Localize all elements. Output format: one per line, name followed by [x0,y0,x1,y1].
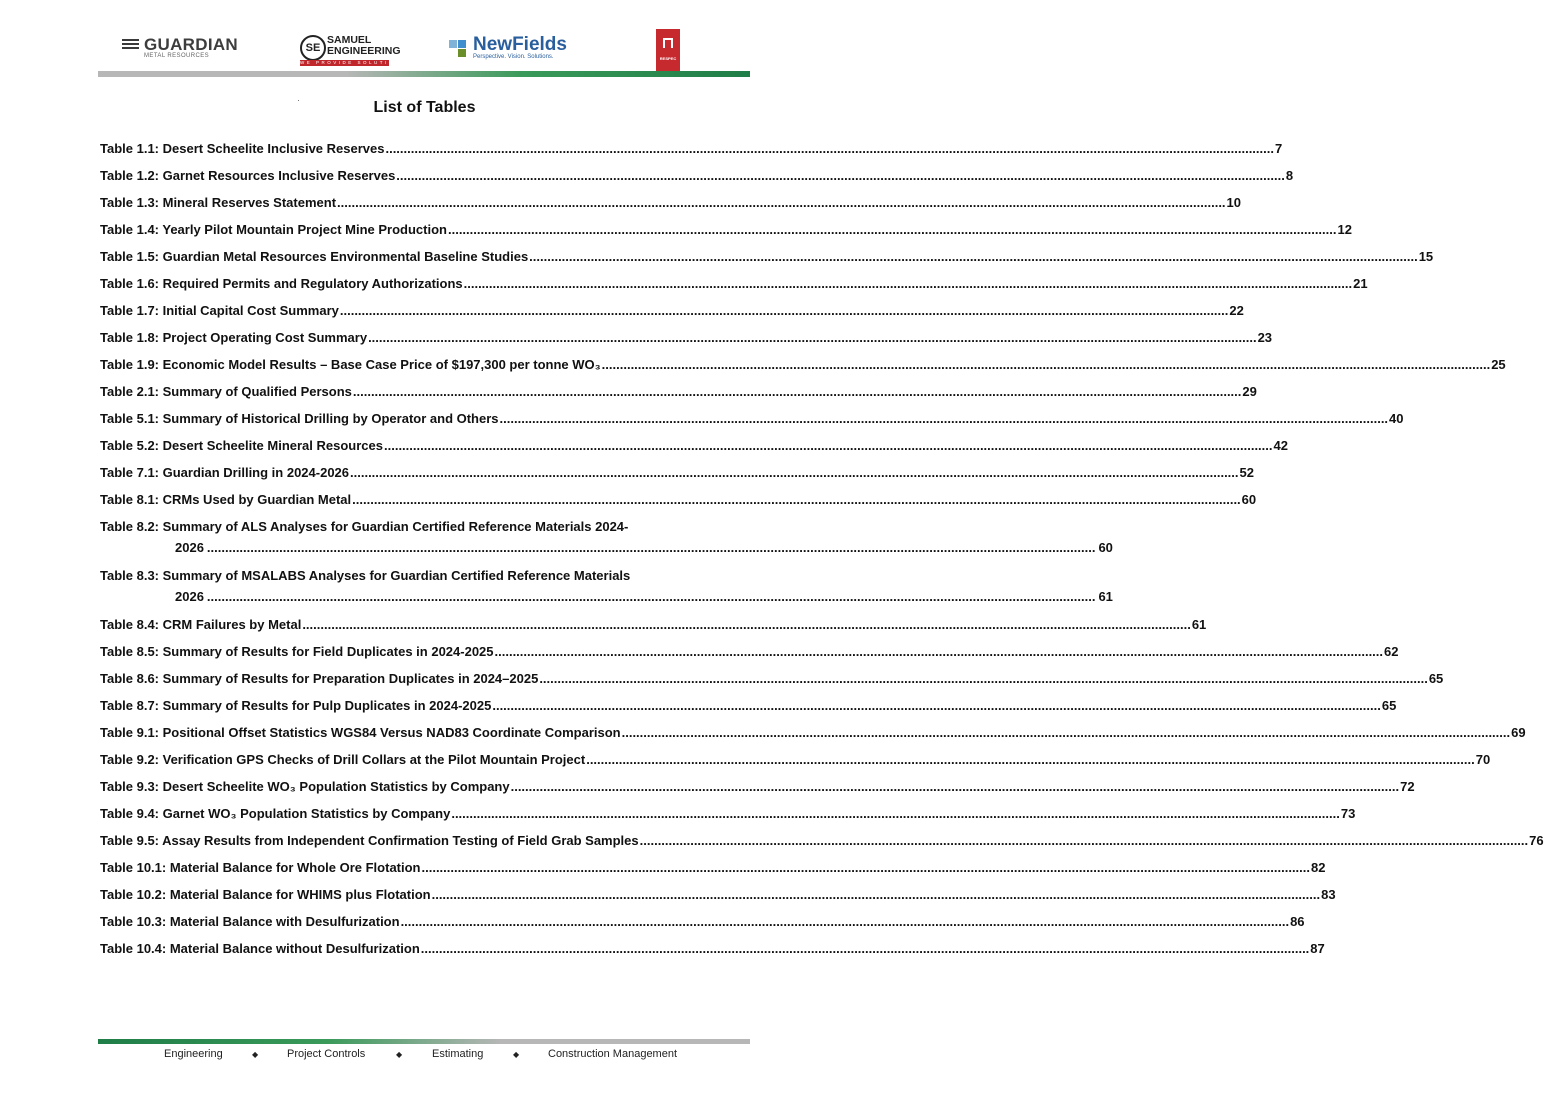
dot-leader [337,194,1226,211]
samuel-logo-strip: WE PROVIDE SOLUTIONS [300,60,407,65]
toc-entry-page: 22 [1229,303,1244,318]
toc-entry-page: 61 [1191,617,1207,632]
footer-item-construction-management: Construction Management [548,1048,678,1060]
toc-entry[interactable] [100,616,1207,643]
toc-entry[interactable] [100,437,1288,464]
diamond-icon: ◆ [513,1050,520,1059]
header-rule [98,71,750,77]
toc-entry-label: Table 1.5: Guardian Metal Resources Environmental Baseline Studies [100,249,529,264]
toc-entry-label: Table 1.7: Initial Capital Cost Summary [100,303,339,318]
dot-leader [384,437,1273,454]
footer-item-project-controls: Project Controls [287,1048,366,1060]
dot-leader [302,616,1191,633]
toc-entry[interactable] [100,464,1254,491]
toc-entry[interactable] [100,518,1113,567]
dot-leader [385,140,1274,157]
respec-logo [656,29,680,71]
toc-entry-page: 82 [1311,860,1326,875]
toc-entry[interactable] [100,167,1294,194]
toc-entry-label: Table 10.2: Material Balance for WHIMS plus Flotation [100,887,431,902]
toc-entry-label: Table 1.4: Yearly Pilot Mountain Project Mine Production [100,222,447,237]
toc-entry[interactable] [100,302,1244,329]
toc-entry-label: Table 8.6: Summary of Results for Preparation Duplicates in 2024–2025 [100,671,539,686]
respec-logo-text: RESPEC [659,56,677,61]
page-title: List of Tables [373,99,476,116]
dot-leader [350,464,1239,481]
dot-leader [396,167,1285,184]
dot-leader [207,539,1096,556]
toc-entry-page: 60 [1241,492,1257,507]
toc-entry-label: Table 9.3: Desert Scheelite WO₃ Population Statistics by Company [100,779,510,794]
toc-entry-label: Table 5.1: Summary of Historical Drilling by Operator and Others [100,411,499,426]
toc-entry-label: Table 1.6: Required Permits and Regulatory Authorizations [100,276,463,291]
toc-entry-page: 15 [1418,249,1434,264]
toc-entry[interactable] [100,724,1526,751]
toc-entry-label: Table 2.1: Summary of Qualified Persons [100,384,352,399]
toc-entry-page: 72 [1400,779,1415,794]
dot-leader [368,329,1257,346]
page-header [0,0,849,80]
newfields-logo-name: NewFields [473,34,567,55]
toc-entry-page: 61 [1098,589,1113,604]
toc-entry[interactable] [100,643,1399,670]
guardian-logo-sub: METAL RESOURCES [144,53,210,59]
toc-entry-label: Table 8.3: Summary of MSALABS Analyses for Guardian Certified Reference Materials [100,568,631,583]
dot-leader [511,778,1400,795]
respec-mark-icon [663,38,673,48]
toc-entry[interactable] [100,940,1325,967]
toc-entry-continuation [100,539,1113,556]
list-of-tables [100,140,1544,967]
footer-rule [98,1039,750,1044]
page-footer [0,1048,849,1064]
toc-entry[interactable] [100,329,1273,356]
toc-entry[interactable] [100,248,1434,275]
toc-entry-page: 52 [1239,465,1254,480]
toc-entry-page: 65 [1381,698,1397,713]
toc-entry-label: Table 8.5: Summary of Results for Field Duplicates in 2024-2025 [100,644,494,659]
toc-entry-page: 42 [1273,438,1288,453]
toc-entry-page: 86 [1290,914,1305,929]
dot-leader [539,670,1428,687]
toc-entry-label: Table 9.5: Assay Results from Independent Confirmation Testing of Field Grab Samples [100,833,639,848]
toc-entry[interactable] [100,751,1491,778]
samuel-logo-line2: ENGINEERING [327,45,401,57]
dot-leader [640,832,1529,849]
dot-leader [432,886,1321,903]
toc-entry[interactable] [100,859,1326,886]
toc-entry-label: Table 10.3: Material Balance with Desulfurization [100,914,400,929]
samuel-initials-icon: SE [300,35,326,61]
dot-leader [529,248,1418,265]
toc-entry-page: 8 [1285,168,1294,183]
dot-leader [451,805,1340,822]
dot-leader [500,410,1389,427]
dot-leader [401,913,1290,930]
guardian-bars-icon [122,39,139,51]
samuel-logo-word [327,35,401,57]
toc-entry-label: Table 1.2: Garnet Resources Inclusive Reserves [100,168,396,183]
toc-entry[interactable] [100,140,1283,167]
toc-entry[interactable] [100,778,1415,805]
toc-entry-label: Table 8.2: Summary of ALS Analyses for Guardian Certified Reference Materials 2024- [100,519,629,534]
diamond-icon: ◆ [252,1050,259,1059]
toc-entry-label: Table 1.9: Economic Model Results – Base Case Price of $197,300 per tonne WO₃ [100,357,601,372]
toc-entry[interactable] [100,194,1242,221]
toc-entry[interactable] [100,491,1257,518]
samuel-logo-line1: SAMUEL [327,34,372,46]
dot-leader [340,302,1229,319]
toc-entry-label-cont: 2026 [175,540,204,555]
toc-entry[interactable] [100,670,1444,697]
toc-entry-page: 25 [1491,357,1506,372]
toc-entry-label: Table 9.2: Verification GPS Checks of Drill Collars at the Pilot Mountain Project [100,752,586,767]
toc-entry[interactable] [100,356,1506,383]
dot-leader [353,383,1242,400]
newfields-logo-tagline: Perspective. Vision. Solutions. [473,54,554,60]
toc-entry-label: Table 10.4: Material Balance without Desulfurization [100,941,420,956]
toc-entry[interactable] [100,697,1397,724]
footer-item-estimating: Estimating [432,1048,484,1060]
toc-entry[interactable] [100,832,1544,859]
newfields-square-icon [458,40,466,48]
toc-entry-label: Table 10.1: Material Balance for Whole Ore Flotation [100,860,421,875]
toc-entry-page: 65 [1428,671,1444,686]
toc-entry[interactable] [100,221,1352,248]
toc-entry-label: Table 8.1: CRMs Used by Guardian Metal [100,492,352,507]
toc-entry[interactable] [100,410,1404,437]
toc-entry-page: 60 [1098,540,1113,555]
toc-entry[interactable] [100,886,1336,913]
toc-entry-label: Table 1.1: Desert Scheelite Inclusive Reserves [100,141,385,156]
toc-entry-label: Table 9.4: Garnet WO₃ Population Statistics by Company [100,806,451,821]
toc-entry-page: 10 [1226,195,1242,210]
dot-leader [421,940,1310,957]
guardian-logo-name: GUARDIAN [144,35,239,54]
dot-leader [492,697,1381,714]
toc-entry-page: 83 [1321,887,1336,902]
toc-entry[interactable] [100,275,1368,302]
dot-leader [602,356,1491,373]
toc-entry-page: 12 [1337,222,1352,237]
toc-entry-page: 87 [1310,941,1325,956]
toc-entry-page: 70 [1475,752,1491,767]
dot-leader [495,643,1384,660]
dot-leader [448,221,1337,238]
newfields-square-icon [458,49,466,57]
dot-leader [622,724,1511,741]
toc-entry[interactable] [100,383,1257,410]
toc-entry-page: 23 [1257,330,1273,345]
dot-leader [352,491,1241,508]
dot-leader [464,275,1353,292]
toc-entry[interactable] [100,913,1305,940]
diamond-icon: ◆ [396,1050,403,1059]
toc-entry[interactable] [100,805,1356,832]
footer-item-engineering: Engineering [164,1048,223,1060]
dot-leader [207,588,1096,605]
toc-entry-label: Table 1.8: Project Operating Cost Summary [100,330,368,345]
toc-entry[interactable] [100,567,1113,616]
toc-entry-page: 7 [1274,141,1283,156]
toc-entry-label: Table 9.1: Positional Offset Statistics WGS84 Versus NAD83 Coordinate Comparison [100,725,621,740]
toc-entry-continuation [100,588,1113,605]
toc-entry-page: 69 [1511,725,1526,740]
toc-entry-page: 76 [1529,833,1544,848]
toc-entry-label: Table 7.1: Guardian Drilling in 2024-2026 [100,465,350,480]
toc-entry-label: Table 1.3: Mineral Reserves Statement [100,195,337,210]
toc-entry-label-cont: 2026 [175,589,204,604]
toc-entry-page: 21 [1353,276,1368,291]
dot-leader [586,751,1475,768]
toc-entry-page: 29 [1242,384,1257,399]
toc-entry-page: 62 [1384,644,1399,659]
dot-leader [422,859,1311,876]
toc-entry-page: 73 [1340,806,1356,821]
toc-entry-page: 40 [1389,411,1404,426]
toc-entry-label: Table 5.2: Desert Scheelite Mineral Resources [100,438,383,453]
toc-entry-label: Table 8.7: Summary of Results for Pulp Duplicates in 2024-2025 [100,698,492,713]
newfields-square-icon [449,40,457,48]
toc-entry-label: Table 8.4: CRM Failures by Metal [100,617,302,632]
